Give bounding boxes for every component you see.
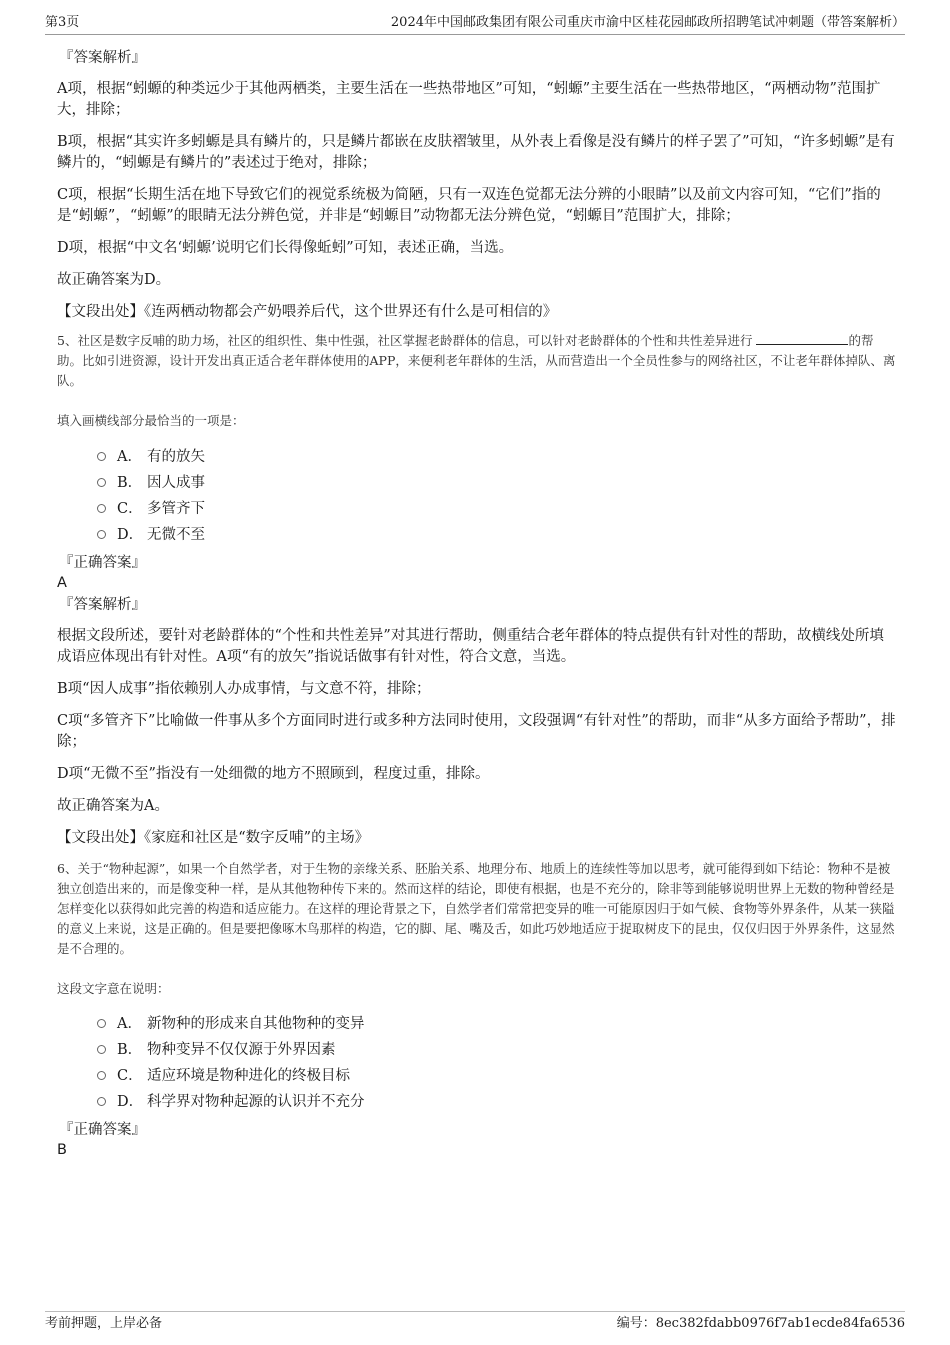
q5-option-d[interactable]: D． 无微不至 xyxy=(57,522,897,548)
q5-blank xyxy=(756,331,848,345)
radio-icon[interactable] xyxy=(97,478,106,487)
q5-prompt: 填入画横线部分最恰当的一项是： xyxy=(57,413,245,428)
prev-analysis-d: D项，根据“中文名‘蚓螈’说明它们长得像蚯蚓”可知，表述正确，当选。 xyxy=(57,240,514,256)
q5-option-b[interactable]: B． 因人成事 xyxy=(57,470,897,496)
page-content xyxy=(57,46,897,1159)
radio-icon[interactable] xyxy=(97,1071,106,1080)
q6-options xyxy=(57,1011,897,1115)
q5-analysis-d: D项“无微不至”指没有一处细微的地方不照顾到，程度过重，排除。 xyxy=(57,766,490,782)
q5-option-a[interactable]: A． 有的放矢 xyxy=(57,444,897,470)
q5-option-c[interactable]: C． 多管齐下 xyxy=(57,496,897,522)
prev-analysis-heading: 『答案解析』 xyxy=(59,50,146,66)
q5-answer: A xyxy=(57,575,67,591)
q5-source: 【文段出处】《家庭和社区是“数字反哺”的主场》 xyxy=(57,830,370,846)
footer-slogan: 考前押题，上岸必备 xyxy=(45,1316,163,1331)
q5-stem-before: 5、社区是数字反哺的助力场，社区的组织性、集中性强，社区掌握老龄群体的信息，可以针对老龄群体的个性和共性差异进行 xyxy=(57,333,753,348)
prev-analysis-c: C项，根据“长期生活在地下导致它们的视觉系统极为简陋，只有一双连色觉都无法分辨的小眼睛”以及前文内容可知，“它们”指的是“蚓螈”，“蚓螈”的眼睛无法分辨色觉，并非是“蚓螈目”动物都无法分辨色觉，“蚓螈目”范围扩大，排除； xyxy=(57,187,881,224)
q6-answer-heading: 『正确答案』 xyxy=(59,1122,146,1138)
q6-stem: 6、关于“物种起源”，如果一个自然学者，对于生物的亲缘关系、胚胎关系、地理分布、地质上的连续性等加以思考，就可能得到如下结论：物种不是被独立创造出来的，而是像变种一样，是从其他物种传下来的。然而这样的结论，即使有根据，也是不充分的，除非等到能够说明世界上无数的物种曾经是怎样变化以获得如此完善的构造和适应能力。在这样的理论背景之下，自然学者们常常把变异的唯一可能原因归于如气候、食物等外界条件，从某一狭隘的意义上来说，这是正确的。但是要把像啄木鸟那样的构造，它的脚、尾、嘴及舌，如此巧妙地适应于捉取树皮下的昆虫，仅仅归因于外界条件，这显然是不合理的。 xyxy=(57,861,895,956)
q5-analysis-main: 根据文段所述，要针对老龄群体的“个性和共性差异”对其进行帮助，侧重结合老年群体的特点提供有针对性的帮助，故横线处所填成语应体现出有针对性。A项“有的放矢”指说话做事有针对性，符合文意，当选。 xyxy=(57,628,884,665)
page-header xyxy=(45,14,905,35)
radio-icon[interactable] xyxy=(97,452,106,461)
q5-analysis-b: B项“因人成事”指依赖别人办成事情，与文意不符，排除； xyxy=(57,681,431,697)
q6-option-b[interactable]: B． 物种变异不仅仅源于外界因素 xyxy=(57,1037,897,1063)
q6-option-c[interactable]: C． 适应环境是物种进化的终极目标 xyxy=(57,1063,897,1089)
q5-answer-heading: 『正确答案』 xyxy=(59,555,146,571)
prev-source: 【文段出处】《连两栖动物都会产奶喂养后代，这个世界还有什么是可相信的》 xyxy=(57,304,558,320)
radio-icon[interactable] xyxy=(97,1097,106,1106)
q5-analysis-heading: 『答案解析』 xyxy=(59,597,146,613)
radio-icon[interactable] xyxy=(97,1045,106,1054)
q6-option-a[interactable]: A． 新物种的形成来自其他物种的变异 xyxy=(57,1011,897,1037)
q6-option-d[interactable]: D． 科学界对物种起源的认识并不充分 xyxy=(57,1089,897,1115)
prev-conclusion: 故正确答案为D。 xyxy=(57,272,171,288)
page-footer xyxy=(45,1311,905,1336)
q6-prompt: 这段文字意在说明： xyxy=(57,981,170,996)
radio-icon[interactable] xyxy=(97,1019,106,1028)
radio-icon[interactable] xyxy=(97,530,106,539)
document-id: 编号：8ec382fdabb0976f7ab1ecde84fa6536 xyxy=(616,1316,905,1331)
radio-icon[interactable] xyxy=(97,504,106,513)
q5-stem xyxy=(57,331,897,391)
q6-answer: B xyxy=(57,1142,67,1158)
prev-analysis-a: A项，根据“蚓螈的种类远少于其他两栖类，主要生活在一些热带地区”可知，“蚓螈”主要生活在一些热带地区，“两栖动物”范围扩大，排除； xyxy=(57,81,881,118)
q5-options xyxy=(57,444,897,548)
document-title: 2024年中国邮政集团有限公司重庆市渝中区桂花园邮政所招聘笔试冲刺题（带答案解析） xyxy=(390,15,905,30)
page-number: 第3页 xyxy=(45,15,80,30)
q5-stem-after: 的帮助。比如引进资源，设计开发出真正适合老年群体使用的APP，来便利老年群体的生活，从而营造出一个全员性参与的网络社区，不让老年群体掉队、离队。 xyxy=(57,333,896,388)
q5-conclusion: 故正确答案为A。 xyxy=(57,798,169,814)
prev-analysis-b: B项，根据“其实许多蚓螈是具有鳞片的，只是鳞片都嵌在皮肤褶皱里，从外表上看像是没有鳞片的样子罢了”可知，“许多蚓螈”是有鳞片的，“蚓螈是有鳞片的”表述过于绝对，排除； xyxy=(57,134,895,171)
q5-analysis-c: C项“多管齐下”比喻做一件事从多个方面同时进行或多种方法同时使用，文段强调“有针对性”的帮助，而非“从多方面给予帮助”，排除； xyxy=(57,713,896,750)
